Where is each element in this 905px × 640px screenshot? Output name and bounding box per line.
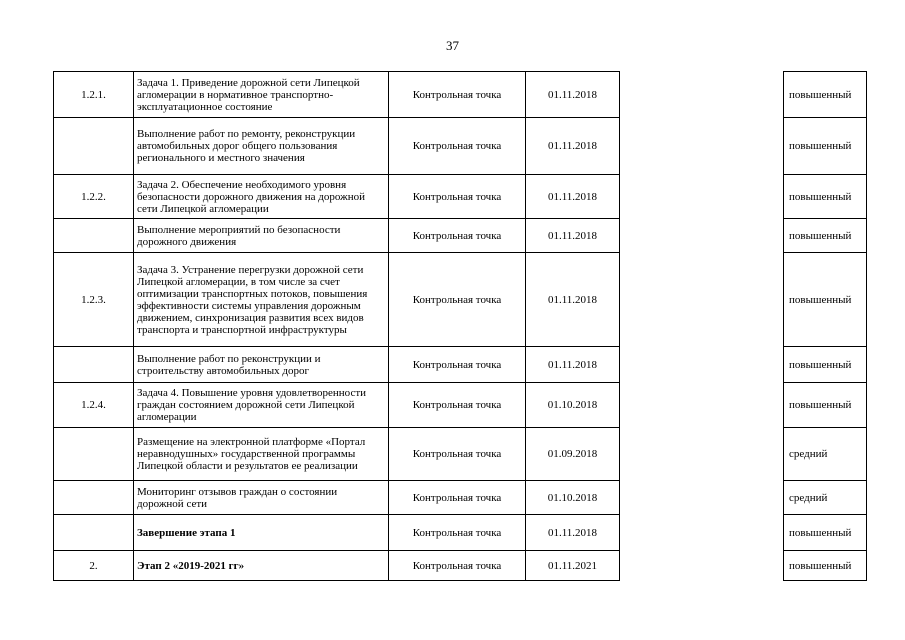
table-row: [54, 428, 620, 481]
table-row: [54, 347, 620, 383]
milestone-type-cell: Контрольная точка: [389, 175, 526, 219]
page-number: 37: [446, 38, 459, 53]
table-row: [784, 175, 867, 219]
table-row: [784, 515, 867, 551]
risk-level-cell: средний: [784, 481, 867, 515]
table-row: [784, 428, 867, 481]
table-row: [54, 551, 620, 581]
table-row: [54, 481, 620, 515]
table-row: [784, 481, 867, 515]
risk-level-cell: повышенный: [784, 253, 867, 347]
task-description-cell: Задача 2. Обеспечение необходимого уровня безопасности дорожного движения на дорожной сети Липецкой агломерации: [134, 175, 389, 219]
table-row: [784, 551, 867, 581]
risk-level-cell: повышенный: [784, 72, 867, 118]
milestone-type-cell: Контрольная точка: [389, 481, 526, 515]
due-date-cell: 01.10.2018: [526, 383, 620, 428]
row-number-cell: 2.: [54, 551, 134, 581]
task-description-cell: Задача 1. Приведение дорожной сети Липецкой агломерации в нормативное транспортно-эксплуатационное состояние: [134, 72, 389, 118]
row-number-cell: [54, 118, 134, 175]
row-number-cell: 1.2.3.: [54, 253, 134, 347]
risk-level-cell: повышенный: [784, 219, 867, 253]
task-description-cell: Выполнение мероприятий по безопасности дорожного движения: [134, 219, 389, 253]
milestone-type-cell: Контрольная точка: [389, 428, 526, 481]
table-row: [784, 72, 867, 118]
milestone-type-cell: Контрольная точка: [389, 551, 526, 581]
table-row: [784, 253, 867, 347]
risk-level-cell: повышенный: [784, 347, 867, 383]
task-description-cell: Выполнение работ по ремонту, реконструкции автомобильных дорог общего пользования регионального и местного значения: [134, 118, 389, 175]
task-description-cell: Задача 4. Повышение уровня удовлетворенности граждан состоянием дорожной сети Липецкой агломерации: [134, 383, 389, 428]
row-number-cell: [54, 219, 134, 253]
table-row: [54, 118, 620, 175]
table-row: [54, 219, 620, 253]
due-date-cell: 01.11.2018: [526, 253, 620, 347]
table-row: [54, 515, 620, 551]
risk-level-cell: повышенный: [784, 551, 867, 581]
task-description-cell: Завершение этапа 1: [134, 515, 389, 551]
risk-level-cell: средний: [784, 428, 867, 481]
row-number-cell: 1.2.4.: [54, 383, 134, 428]
due-date-cell: 01.11.2018: [526, 347, 620, 383]
control-points-table: [53, 71, 620, 581]
row-number-cell: [54, 481, 134, 515]
milestone-type-cell: Контрольная точка: [389, 383, 526, 428]
risk-level-cell: повышенный: [784, 118, 867, 175]
milestone-type-cell: Контрольная точка: [389, 219, 526, 253]
row-number-cell: [54, 515, 134, 551]
task-description-cell: Мониторинг отзывов граждан о состоянии дорожной сети: [134, 481, 389, 515]
due-date-cell: 01.11.2018: [526, 515, 620, 551]
due-date-cell: 01.11.2018: [526, 72, 620, 118]
table-row: [784, 347, 867, 383]
table-row: [784, 118, 867, 175]
due-date-cell: 01.10.2018: [526, 481, 620, 515]
task-description-cell: Размещение на электронной платформе «Портал неравнодушных» государственной программы Липецкой области и результатов ее реализации: [134, 428, 389, 481]
table-row: [54, 383, 620, 428]
milestone-type-cell: Контрольная точка: [389, 253, 526, 347]
row-number-cell: 1.2.1.: [54, 72, 134, 118]
risk-level-cell: повышенный: [784, 383, 867, 428]
table-row: [784, 219, 867, 253]
task-description-cell: Этап 2 «2019-2021 гг»: [134, 551, 389, 581]
risk-level-cell: повышенный: [784, 515, 867, 551]
row-number-cell: [54, 428, 134, 481]
task-description-cell: Выполнение работ по реконструкции и строительству автомобильных дорог: [134, 347, 389, 383]
due-date-cell: 01.11.2018: [526, 219, 620, 253]
milestone-type-cell: Контрольная точка: [389, 515, 526, 551]
due-date-cell: 01.09.2018: [526, 428, 620, 481]
milestone-type-cell: Контрольная точка: [389, 72, 526, 118]
row-number-cell: 1.2.2.: [54, 175, 134, 219]
due-date-cell: 01.11.2018: [526, 118, 620, 175]
risk-level-table: [783, 71, 867, 581]
table-row: [54, 72, 620, 118]
milestone-type-cell: Контрольная точка: [389, 347, 526, 383]
row-number-cell: [54, 347, 134, 383]
due-date-cell: 01.11.2021: [526, 551, 620, 581]
due-date-cell: 01.11.2018: [526, 175, 620, 219]
table-row: [784, 383, 867, 428]
milestone-type-cell: Контрольная точка: [389, 118, 526, 175]
table-row: [54, 253, 620, 347]
risk-level-cell: повышенный: [784, 175, 867, 219]
table-row: [54, 175, 620, 219]
task-description-cell: Задача 3. Устранение перегрузки дорожной сети Липецкой агломерации, в том числе за счет оптимизации транспортных потоков, повышения эффективности системы управления дорожным движением, синхронизация развития всех видов транспорта и транспортной инфраструктуры: [134, 253, 389, 347]
